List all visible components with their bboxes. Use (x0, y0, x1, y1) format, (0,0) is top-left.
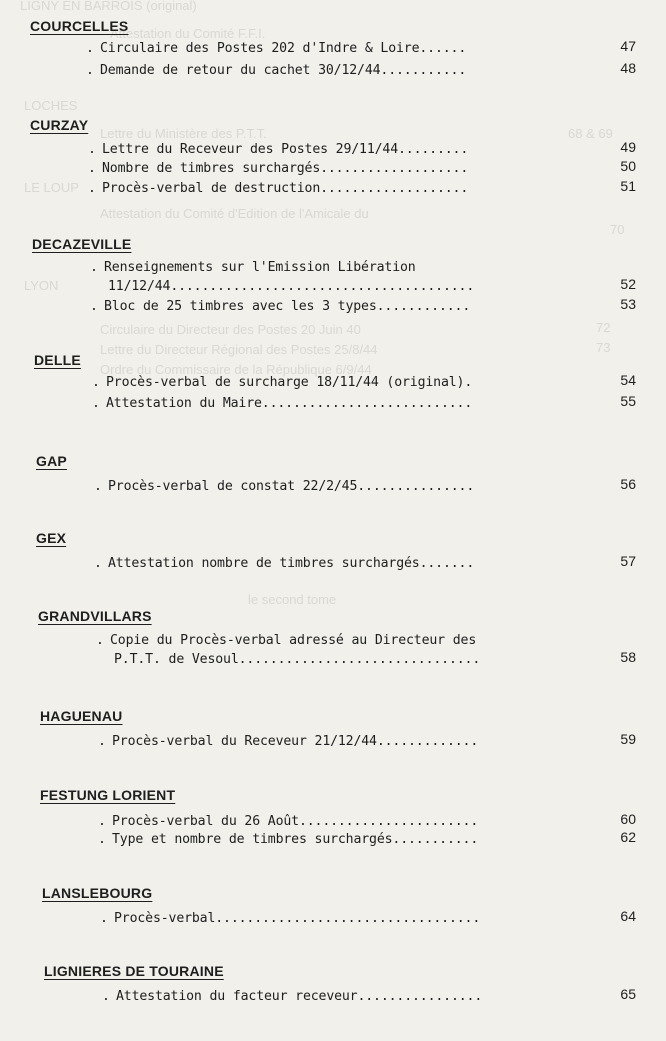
entry-page-number: 55 (620, 393, 636, 409)
entry-page-number: 50 (620, 158, 636, 174)
entry-page-number: 48 (620, 60, 636, 76)
entry-page-number: 51 (620, 178, 636, 194)
show-through-text: Circulaire du Directeur des Postes 20 Juin 40 (100, 322, 361, 337)
entry-page-number: 53 (620, 296, 636, 312)
entry-page-number: 56 (620, 476, 636, 492)
entry-page-number: 65 (620, 986, 636, 1002)
entry-text: Type et nombre de timbres surchargés........... (112, 832, 479, 847)
entry-page-number: 47 (620, 38, 636, 54)
entry-text: Procès-verbal de surcharge 18/11/44 (original). (106, 375, 473, 390)
index-entry (90, 259, 416, 277)
section-heading: HAGUENAU (40, 708, 123, 724)
entry-text: Renseignements sur l'Emission Libération (104, 260, 416, 275)
show-through-text: LOCHES (24, 98, 78, 113)
entry-bullet: . (98, 734, 106, 749)
entry-bullet: . (98, 814, 106, 829)
index-entry (114, 651, 480, 669)
show-through-text: 70 (610, 222, 625, 237)
show-through-text: Attestation du Comité F.F.I. (110, 26, 266, 41)
entry-bullet: . (94, 556, 102, 571)
show-through-text: 72 (596, 320, 611, 335)
entry-text: Bloc de 25 timbres avec les 3 types............ (104, 299, 471, 314)
entry-text: Copie du Procès-verbal adressé au Directeur des (110, 633, 477, 648)
entry-bullet: . (88, 161, 96, 176)
entry-bullet: . (90, 260, 98, 275)
entry-text: Attestation du Maire........................... (106, 396, 473, 411)
entry-text: Attestation nombre de timbres surchargés....... (108, 556, 475, 571)
index-entry (88, 180, 468, 198)
show-through-text: Lettre du Directeur Régional des Postes 25/8/44 (100, 342, 378, 357)
entry-text: Procès-verbal.................................. (114, 911, 481, 926)
show-through-text: 73 (596, 340, 611, 355)
section-heading: GEX (36, 530, 67, 546)
index-entry (102, 988, 482, 1006)
entry-bullet: . (96, 633, 104, 648)
section-heading: DELLE (34, 352, 81, 368)
index-entry (108, 278, 474, 296)
index-entry (94, 478, 474, 496)
section-heading: CURZAY (30, 117, 89, 133)
show-through-text: LE LOUP (24, 180, 79, 195)
index-entry (86, 40, 466, 58)
entry-bullet: . (90, 299, 98, 314)
show-through-text: LYON (24, 278, 59, 293)
entry-page-number: 59 (620, 731, 636, 747)
entry-bullet: . (100, 911, 108, 926)
entry-text: Nombre de timbres surchargés................... (102, 161, 469, 176)
show-through-text: LIGNY EN BARROIS (original) (20, 0, 197, 13)
index-entry (88, 160, 468, 178)
index-entry (90, 298, 470, 316)
entry-page-number: 62 (620, 829, 636, 845)
entry-page-number: 54 (620, 372, 636, 388)
index-entry (100, 910, 480, 928)
entry-bullet: . (102, 989, 110, 1004)
section-heading: COURCELLES (30, 18, 129, 34)
entry-text: Attestation du facteur receveur................ (116, 989, 483, 1004)
entry-bullet: . (94, 479, 102, 494)
show-through-text: Lettre du Ministère des P.T.T. (100, 126, 267, 141)
entry-text: Procès-verbal du Receveur 21/12/44............. (112, 734, 479, 749)
index-entry (92, 395, 472, 413)
show-through-text: Ordre du Commissaire de la République 6/9/44 (100, 362, 372, 377)
entry-text: Circulaire des Postes 202 d'Indre & Loire...... (100, 41, 467, 56)
index-entry (98, 733, 478, 751)
entry-text: 11/12/44....................................... (108, 279, 475, 294)
entry-text: Demande de retour du cachet 30/12/44........... (100, 63, 467, 78)
entry-text: Procès-verbal de destruction................... (102, 181, 469, 196)
entry-bullet: . (86, 63, 94, 78)
show-through-text: Attestation du Comité d'Edition de l'Amicale du (100, 206, 369, 221)
entry-bullet: . (86, 41, 94, 56)
entry-page-number: 57 (620, 553, 636, 569)
section-heading: LIGNIERES DE TOURAINE (44, 963, 224, 979)
entry-page-number: 52 (620, 276, 636, 292)
entry-page-number: 58 (620, 649, 636, 665)
show-through-text: le second tome (248, 592, 337, 607)
index-entry (92, 374, 472, 392)
entry-bullet: . (98, 832, 106, 847)
section-heading: GRANDVILLARS (38, 608, 152, 624)
index-entry (88, 141, 468, 159)
index-entry (96, 632, 476, 650)
show-through-text: 68 & 69 (568, 126, 613, 141)
entry-bullet: . (92, 375, 100, 390)
entry-page-number: 49 (620, 139, 636, 155)
index-entry (98, 831, 478, 849)
entry-bullet: . (88, 181, 96, 196)
section-heading: LANSLEBOURG (42, 885, 153, 901)
section-heading: GAP (36, 453, 67, 469)
entry-text: Procès-verbal de constat 22/2/45............... (108, 479, 475, 494)
entry-text: P.T.T. de Vesoul............................... (114, 652, 481, 667)
entry-bullet: . (92, 396, 100, 411)
entry-text: Procès-verbal du 26 Août....................... (112, 814, 479, 829)
index-entry (98, 813, 478, 831)
section-heading: FESTUNG LORIENT (40, 787, 176, 803)
section-heading: DECAZEVILLE (32, 236, 132, 252)
entry-text: Lettre du Receveur des Postes 29/11/44......... (102, 142, 469, 157)
entry-page-number: 64 (620, 908, 636, 924)
index-entry (94, 555, 474, 573)
entry-bullet: . (88, 142, 96, 157)
entry-page-number: 60 (620, 811, 636, 827)
index-entry (86, 62, 466, 80)
